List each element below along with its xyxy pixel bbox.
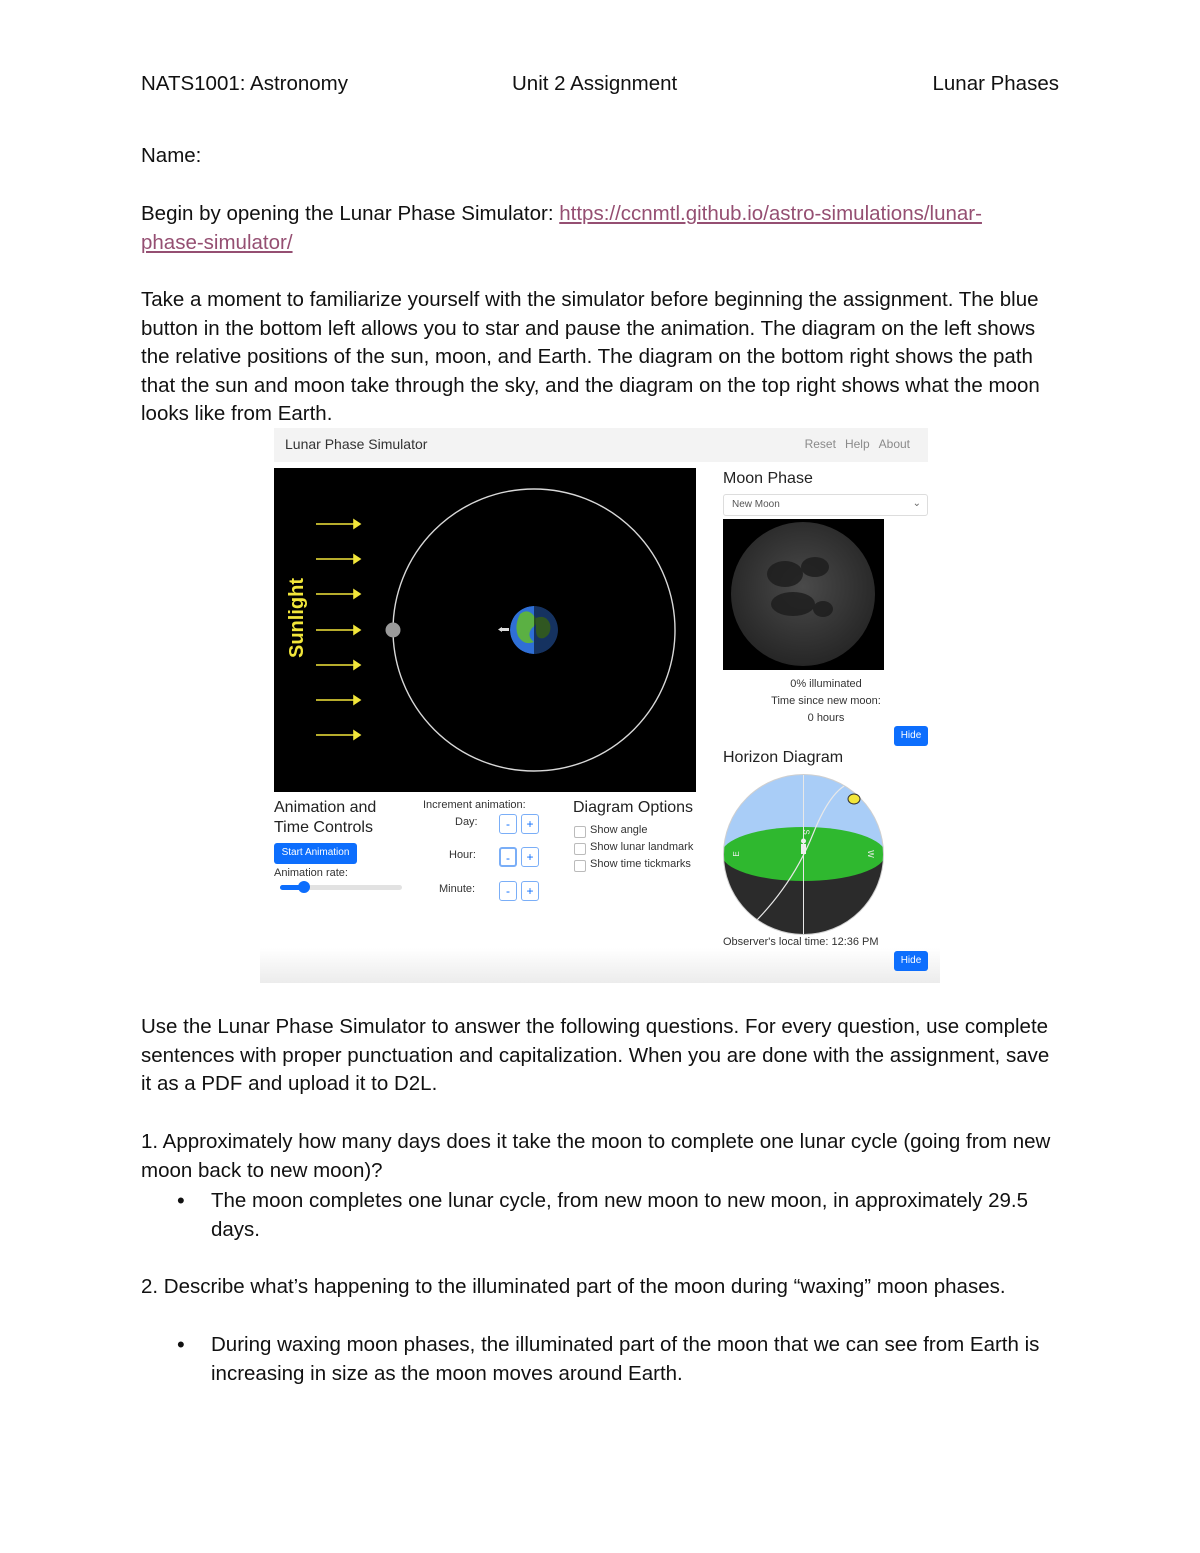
controls-title bbox=[274, 798, 376, 838]
question-1: 1. Approximately how many days does it take the moon to complete one lunar cycle (going from new moon back to new moon)? bbox=[141, 1130, 1051, 1182]
hide-horizon-button[interactable]: Hide bbox=[894, 951, 928, 971]
answer-1: • The moon completes one lunar cycle, from new moon to new moon, in approximately 29.5 days. bbox=[211, 1187, 1059, 1244]
moon-view bbox=[723, 519, 884, 670]
simulator-nav-links bbox=[796, 437, 910, 451]
help-link[interactable]: Help bbox=[844, 437, 870, 451]
sun-marker bbox=[848, 794, 860, 804]
name-label: Name: bbox=[141, 144, 202, 167]
intro-lead: Begin by opening the Lunar Phase Simulator: bbox=[141, 202, 560, 225]
chevron-down-icon: ⌄ bbox=[912, 498, 921, 509]
earth-icon bbox=[510, 604, 560, 656]
day-label: Day: bbox=[455, 816, 478, 828]
show-landmark-checkbox[interactable] bbox=[574, 843, 586, 855]
horizon-diagram[interactable] bbox=[723, 774, 884, 935]
horizon-mark-east: E bbox=[732, 851, 741, 857]
question-2: 2. Describe what’s happening to the illuminated part of the moon during “waxing” moon phases. bbox=[141, 1275, 1006, 1298]
moon-phase-title: Moon Phase bbox=[723, 470, 813, 487]
sunlight-arrows bbox=[316, 520, 360, 739]
moon-marker bbox=[386, 623, 401, 638]
animation-rate-handle[interactable] bbox=[298, 881, 310, 893]
answer-2-list bbox=[141, 1331, 1059, 1388]
horizon-diagram-title: Horizon Diagram bbox=[723, 749, 844, 766]
observer-local-time: Observer's local time: 12:36 PM bbox=[723, 936, 879, 948]
start-animation-button[interactable]: Start Animation bbox=[274, 843, 357, 864]
course-code: NATS1001: Astronomy bbox=[141, 72, 348, 95]
observer-icon bbox=[498, 627, 509, 632]
horizon-mark-south: S bbox=[801, 829, 811, 835]
hour-plus-button[interactable]: + bbox=[521, 847, 539, 867]
show-tickmarks-checkbox[interactable] bbox=[574, 860, 586, 872]
orbit-diagram-svg bbox=[274, 468, 696, 792]
simulator-screenshot bbox=[260, 428, 940, 983]
day-minus-button[interactable]: - bbox=[499, 814, 517, 834]
minute-label: Minute: bbox=[439, 883, 476, 895]
controls-title-line2: Time Controls bbox=[274, 819, 373, 836]
simulator-navbar bbox=[274, 428, 928, 462]
intro-paragraph bbox=[141, 200, 1059, 257]
moon-phase-selected: New Moon bbox=[732, 499, 780, 510]
instructions-paragraph: Use the Lunar Phase Simulator to answer the following questions. For every question, use complete sentences with proper punctuation and capitalization. When you are done with the assignment, save it as a PDF and upload it to D2L. bbox=[141, 1015, 1050, 1095]
show-angle-checkbox[interactable] bbox=[574, 826, 586, 838]
hour-minus-button[interactable]: - bbox=[499, 847, 517, 867]
assignment-title: Unit 2 Assignment bbox=[512, 72, 678, 95]
minute-plus-button[interactable]: + bbox=[521, 881, 539, 901]
topic-title: Lunar Phases bbox=[932, 72, 1059, 95]
screenshot-shadow bbox=[260, 948, 940, 983]
show-tickmarks-label: Show time tickmarks bbox=[590, 858, 691, 870]
answer-2: • During waxing moon phases, the illuminated part of the moon that we can see from Earth is increasing in size as the moon moves around Earth. bbox=[211, 1331, 1059, 1388]
orbit-diagram[interactable] bbox=[274, 468, 696, 792]
moon-phase-select[interactable] bbox=[723, 494, 928, 516]
illuminated-text: 0% illuminated bbox=[790, 678, 862, 690]
increment-label: Increment animation: bbox=[423, 799, 526, 811]
simulator-link-line1: https://ccnmtl.github.io/astro-simulations/lunar- bbox=[559, 202, 982, 225]
observer-figure-icon bbox=[801, 839, 806, 855]
simulator-link-line2: phase-simulator/ bbox=[141, 230, 293, 254]
simulator-title: Lunar Phase Simulator bbox=[285, 436, 428, 452]
sunlight-label: Sunlight bbox=[286, 578, 308, 658]
moon-view-svg bbox=[723, 519, 884, 670]
horizon-mark-west: W bbox=[866, 850, 875, 858]
time-since-value: 0 hours bbox=[807, 712, 845, 724]
day-plus-button[interactable]: + bbox=[521, 814, 539, 834]
hour-label: Hour: bbox=[449, 849, 476, 861]
horizon-diagram-svg bbox=[723, 774, 884, 935]
show-angle-label: Show angle bbox=[590, 824, 648, 836]
show-landmark-label: Show lunar landmark bbox=[590, 841, 694, 853]
hide-moon-phase-button[interactable]: Hide bbox=[894, 726, 928, 746]
page-header bbox=[141, 72, 1059, 100]
reset-link[interactable]: Reset bbox=[804, 437, 836, 451]
animation-rate-label: Animation rate: bbox=[274, 867, 348, 879]
controls-title-line1: Animation and bbox=[274, 799, 377, 816]
diagram-options-title: Diagram Options bbox=[573, 799, 694, 816]
time-since-label: Time since new moon: bbox=[771, 695, 881, 707]
about-link[interactable]: About bbox=[878, 437, 910, 451]
minute-minus-button[interactable]: - bbox=[499, 881, 517, 901]
answer-1-list bbox=[141, 1187, 1059, 1244]
familiarize-paragraph: Take a moment to familiarize yourself with the simulator before beginning the assignment. The blue button in the bottom left allows you to star and pause the animation. The diagram on the left shows the relative positions of the sun, moon, and Earth. The diagram on the bottom right shows the path that the sun and moon take through the sky, and the diagram on the top right shows what the moon looks like from Earth. bbox=[141, 288, 1040, 425]
